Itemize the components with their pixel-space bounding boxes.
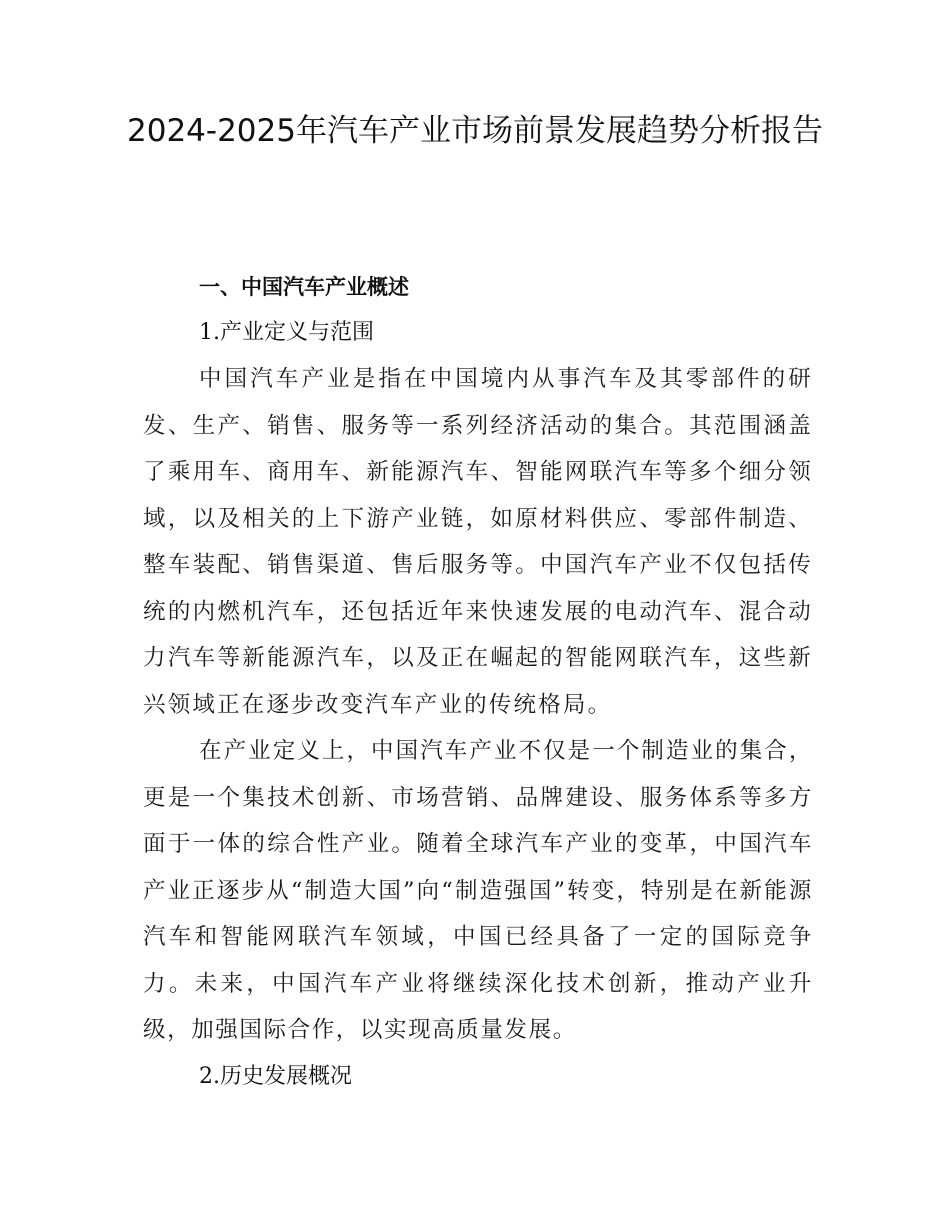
document-body <box>143 264 813 1100</box>
document-title: 2024-2025年汽车产业市场前景发展趋势分析报告 <box>127 113 823 149</box>
subsection-heading: 1.产业定义与范围 <box>199 320 374 345</box>
section-heading: 一、中国汽车产业概述 <box>199 275 409 299</box>
subsection-heading: 2.历史发展概况 <box>199 1063 352 1089</box>
paragraph: 在产业定义上，中国汽车产业不仅是一个制造业的集合，更是一个集技术创新、市场营销、品牌建设、服务体系等多方面于一体的综合性产业。随着全球汽车产业的变革，中国汽车产业正逐步从“制造大国”向“制造强国”转变，特别是在新能源汽车和智能网联汽车领域，中国已经具备了一定的国际竞争力。未来，中国汽车产业将继续深化技术创新，推动产业升级，加强国际合作，以实现高质量发展。 <box>143 738 813 1043</box>
paragraph: 中国汽车产业是指在中国境内从事汽车及其零部件的研发、生产、销售、服务等一系列经济活动的集合。其范围涵盖了乘用车、商用车、新能源汽车、智能网联汽车等多个细分领域，以及相关的上下游产业链，如原材料供应、零部件制造、整车装配、销售渠道、售后服务等。中国汽车产业不仅包括传统的内燃机汽车，还包括近年来快速发展的电动汽车、混合动力汽车等新能源汽车，以及正在崛起的智能网联汽车，这些新兴领域正在逐步改变汽车产业的传统格局。 <box>143 366 813 718</box>
